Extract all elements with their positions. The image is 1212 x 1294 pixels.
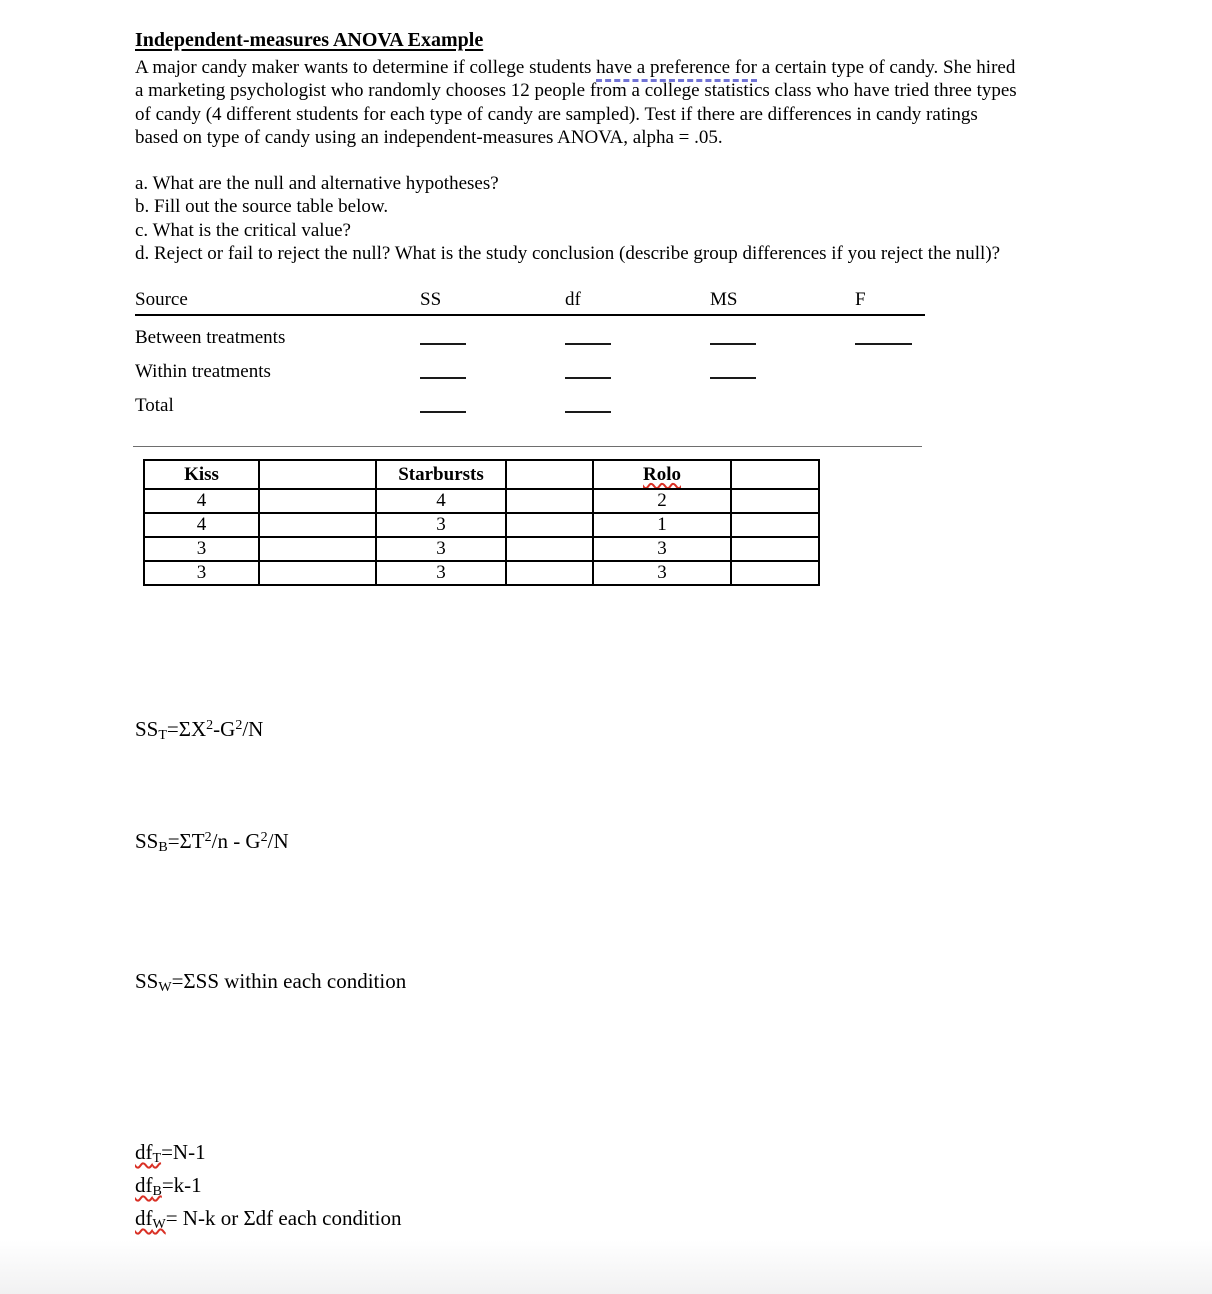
- formula-ss-within: SSW=ΣSS within each condition: [135, 969, 407, 995]
- intro-line-4: based on type of candy using an independent-measures ANOVA, alpha = .05.: [135, 127, 723, 149]
- question-d: d. Reject or fail to reject the null? What is the study conclusion (describe group differences if you reject the null)?: [135, 242, 1001, 264]
- cell: [731, 513, 819, 537]
- intro-paragraph: [135, 56, 1017, 150]
- page-title-text: Independent-measures ANOVA Example: [135, 29, 484, 51]
- blank-df: [565, 327, 611, 345]
- cell: [506, 561, 593, 585]
- anova-source-table: [135, 289, 925, 418]
- source-table-header: [135, 289, 925, 316]
- header-ss: SS: [420, 289, 442, 310]
- cell: [731, 537, 819, 561]
- cell: 4: [376, 489, 506, 513]
- cell: 1: [593, 513, 731, 537]
- intro-line-1: A major candy maker wants to determine if college students have a preference for a certain type of candy. She hired: [135, 56, 1017, 79]
- blank-ms: [710, 361, 756, 379]
- header-f: F: [855, 289, 866, 310]
- cell: [506, 513, 593, 537]
- col-header-empty-2: [506, 460, 593, 489]
- row-label: Within treatments: [135, 361, 271, 382]
- intro-line-2: a marketing psychologist who randomly chooses 12 people from a college statistics class who have tried three types: [135, 80, 1017, 102]
- cell: [506, 537, 593, 561]
- table-row: [144, 513, 819, 537]
- blank-df: [565, 395, 611, 413]
- cell: 4: [144, 489, 259, 513]
- cell: [259, 537, 376, 561]
- intro-line-3: of candy (4 different students for each type of candy are sampled). Test if there are differences in candy ratings: [135, 103, 978, 125]
- table-row: [144, 537, 819, 561]
- row-label: Total: [135, 395, 174, 416]
- grammar-marked-text: have a preference for: [596, 57, 757, 82]
- cell: 3: [144, 561, 259, 585]
- blank-ss: [420, 327, 466, 345]
- cell: [259, 513, 376, 537]
- cell: 4: [144, 513, 259, 537]
- question-c: c. What is the critical value?: [135, 219, 351, 241]
- blank-ss: [420, 395, 466, 413]
- blank-ss: [420, 361, 466, 379]
- cell: 3: [593, 537, 731, 561]
- formula-df-between: dfB=k-1: [135, 1173, 202, 1199]
- cell: 3: [376, 537, 506, 561]
- blank-df: [565, 361, 611, 379]
- cell: 3: [376, 561, 506, 585]
- cell: 3: [144, 537, 259, 561]
- row-label: Between treatments: [135, 327, 286, 348]
- table-row: [144, 561, 819, 585]
- cell: [259, 561, 376, 585]
- spell-marked-text: Rolo: [643, 463, 681, 485]
- col-header-empty-3: [731, 460, 819, 489]
- table-header-row: [144, 460, 819, 489]
- table-row: [144, 489, 819, 513]
- formula-df-within: dfW= N-k or Σdf each condition: [135, 1206, 402, 1232]
- cell: [259, 489, 376, 513]
- source-row-between: [135, 327, 925, 350]
- formula-ss-between: $SSB=\Sigma T^2/n - G^2/N$: [135, 829, 289, 855]
- blank-f: [855, 327, 912, 345]
- blank-ms: [710, 327, 756, 345]
- cell: 3: [376, 513, 506, 537]
- header-source: Source: [135, 289, 188, 310]
- cell: [506, 489, 593, 513]
- formula-ss-total: $SST=\Sigma X^2-G^2/N$: [135, 717, 264, 743]
- cell: 3: [593, 561, 731, 585]
- question-b: b. Fill out the source table below.: [135, 196, 389, 218]
- cell: [731, 561, 819, 585]
- question-list: [135, 172, 1000, 265]
- page-bottom-gradient: [0, 1240, 1212, 1294]
- header-ms: MS: [710, 289, 738, 310]
- col-header-starbursts: Starbursts: [376, 460, 506, 489]
- cell: 2: [593, 489, 731, 513]
- question-a: a. What are the null and alternative hypotheses?: [135, 173, 499, 194]
- horizontal-divider: [133, 446, 922, 447]
- cell: [731, 489, 819, 513]
- source-row-total: [135, 395, 925, 418]
- header-df: df: [565, 289, 581, 310]
- df-formulas: [135, 1139, 401, 1238]
- col-header-empty-1: [259, 460, 376, 489]
- candy-ratings-table: [143, 459, 820, 586]
- source-row-within: [135, 361, 925, 384]
- formula-df-total: dfT=N-1: [135, 1140, 206, 1166]
- page-title: [135, 29, 483, 52]
- col-header-rolo: [593, 460, 731, 489]
- col-header-kiss: Kiss: [144, 460, 259, 489]
